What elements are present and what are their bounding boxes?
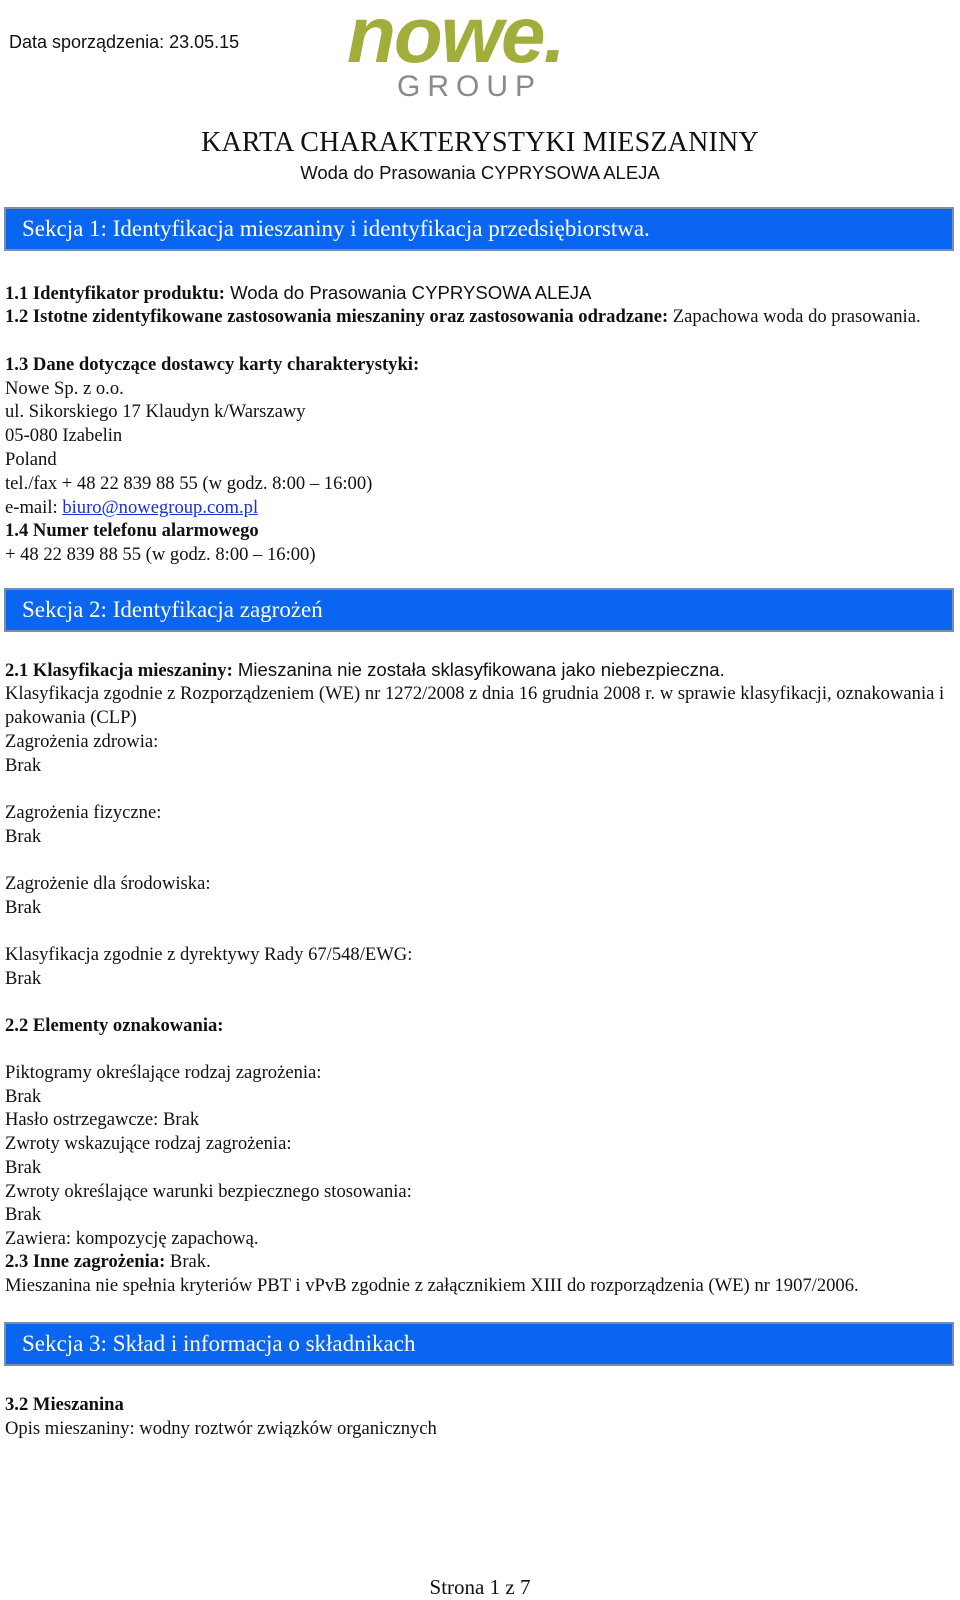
hazard-statements-label: Zwroty wskazujące rodzaj zagrożenia: xyxy=(5,1133,292,1154)
logo-wordmark: nowe. xyxy=(347,0,564,79)
mixture-heading: 3.2 Mieszanina xyxy=(5,1394,124,1415)
pbt-statement: Mieszanina nie spełnia kryteriów PBT i vPvB zgodnie z załącznikiem XIII do rozporządzenia (WE) nr 1907/2006. xyxy=(5,1275,859,1296)
document-date: Data sporządzenia: 23.05.15 xyxy=(9,32,240,52)
other-hazards-value: Brak. xyxy=(165,1251,211,1272)
company-logo xyxy=(345,0,595,105)
logo-group-text: GROUP xyxy=(397,70,543,103)
section-3-header: Sekcja 3: Skład i informacja o składnikach xyxy=(4,1322,954,1366)
directive-classification-value: Brak xyxy=(5,968,42,989)
other-hazards xyxy=(5,1250,211,1274)
label-elements-heading: 2.2 Elementy oznakowania: xyxy=(5,1015,224,1036)
precautionary-statements-label: Zwroty określające warunki bezpiecznego stosowania: xyxy=(5,1181,412,1202)
supplier-company: Nowe Sp. z o.o. xyxy=(5,378,124,399)
supplier-details-label: 1.3 Dane dotyczące dostawcy karty charakterystyki: xyxy=(5,354,420,375)
document-title: KARTA CHARAKTERYSTYKI MIESZANINY xyxy=(201,127,759,158)
health-hazards-value: Brak xyxy=(5,755,42,776)
environment-hazards-value: Brak xyxy=(5,897,42,918)
email-link[interactable]: biuro@nowegroup.com.pl xyxy=(62,497,259,518)
pictograms-label: Piktogramy określające rodzaj zagrożenia: xyxy=(5,1062,322,1083)
identified-uses-label: 1.2 Istotne zidentyfikowane zastosowania mieszaniny oraz zastosowania odradzane: xyxy=(5,306,669,327)
mixture-classification-label: 2.1 Klasyfikacja mieszaniny: xyxy=(5,660,233,681)
section-2-header: Sekcja 2: Identyfikacja zagrożeń xyxy=(4,588,954,632)
environment-hazards-label: Zagrożenie dla środowiska: xyxy=(5,873,211,894)
pictograms-value: Brak xyxy=(5,1086,42,1107)
physical-hazards-value: Brak xyxy=(5,826,42,847)
clp-classification-text: Klasyfikacja zgodnie z Rozporządzeniem (WE) nr 1272/2008 z dnia 16 grudnia 2008 r. w sprawie klasyfikacji, oznakowania i pakowania (CLP) xyxy=(5,683,945,728)
identified-uses xyxy=(5,305,950,329)
contains-text: Zawiera: kompozycję zapachową. xyxy=(5,1228,259,1249)
page-number: Strona 1 z 7 xyxy=(429,1575,531,1599)
product-identifier-value: Woda do Prasowania CYPRYSOWA ALEJA xyxy=(224,282,592,303)
product-identifier xyxy=(5,281,591,306)
product-identifier-label: 1.1 Identyfikator produktu: xyxy=(5,283,225,304)
physical-hazards-label: Zagrożenia fizyczne: xyxy=(5,802,162,823)
identified-uses-value: Zapachowa woda do prasowania. xyxy=(668,306,921,327)
other-hazards-label: 2.3 Inne zagrożenia: xyxy=(5,1251,166,1272)
directive-classification-label: Klasyfikacja zgodnie z dyrektywy Rady 67/548/EWG: xyxy=(5,944,413,965)
emergency-phone: + 48 22 839 88 55 (w godz. 8:00 – 16:00) xyxy=(5,544,316,565)
mixture-description: Opis mieszaniny: wodny roztwór związków organicznych xyxy=(5,1418,437,1439)
emergency-phone-label: 1.4 Numer telefonu alarmowego xyxy=(5,520,259,541)
precautionary-statements-value: Brak xyxy=(5,1204,42,1225)
email-label: e-mail: xyxy=(5,497,63,518)
supplier-street: ul. Sikorskiego 17 Klaudyn k/Warszawy xyxy=(5,401,306,422)
supplier-phone: tel./fax + 48 22 839 88 55 (w godz. 8:00 – 16:00) xyxy=(5,473,373,494)
health-hazards-label: Zagrożenia zdrowia: xyxy=(5,731,159,752)
signal-word: Hasło ostrzegawcze: Brak xyxy=(5,1109,200,1130)
mixture-classification-value: Mieszanina nie została sklasyfikowana jako niebezpieczna. xyxy=(232,659,725,680)
supplier-country: Poland xyxy=(5,449,57,470)
hazard-statements-value: Brak xyxy=(5,1157,42,1178)
supplier-email xyxy=(5,496,258,520)
supplier-city: 05-080 Izabelin xyxy=(5,425,123,446)
section-1-header: Sekcja 1: Identyfikacja mieszaniny i identyfikacja przedsiębiorstwa. xyxy=(4,207,954,251)
mixture-classification xyxy=(5,658,725,683)
document-subtitle: Woda do Prasowania CYPRYSOWA ALEJA xyxy=(300,162,660,183)
